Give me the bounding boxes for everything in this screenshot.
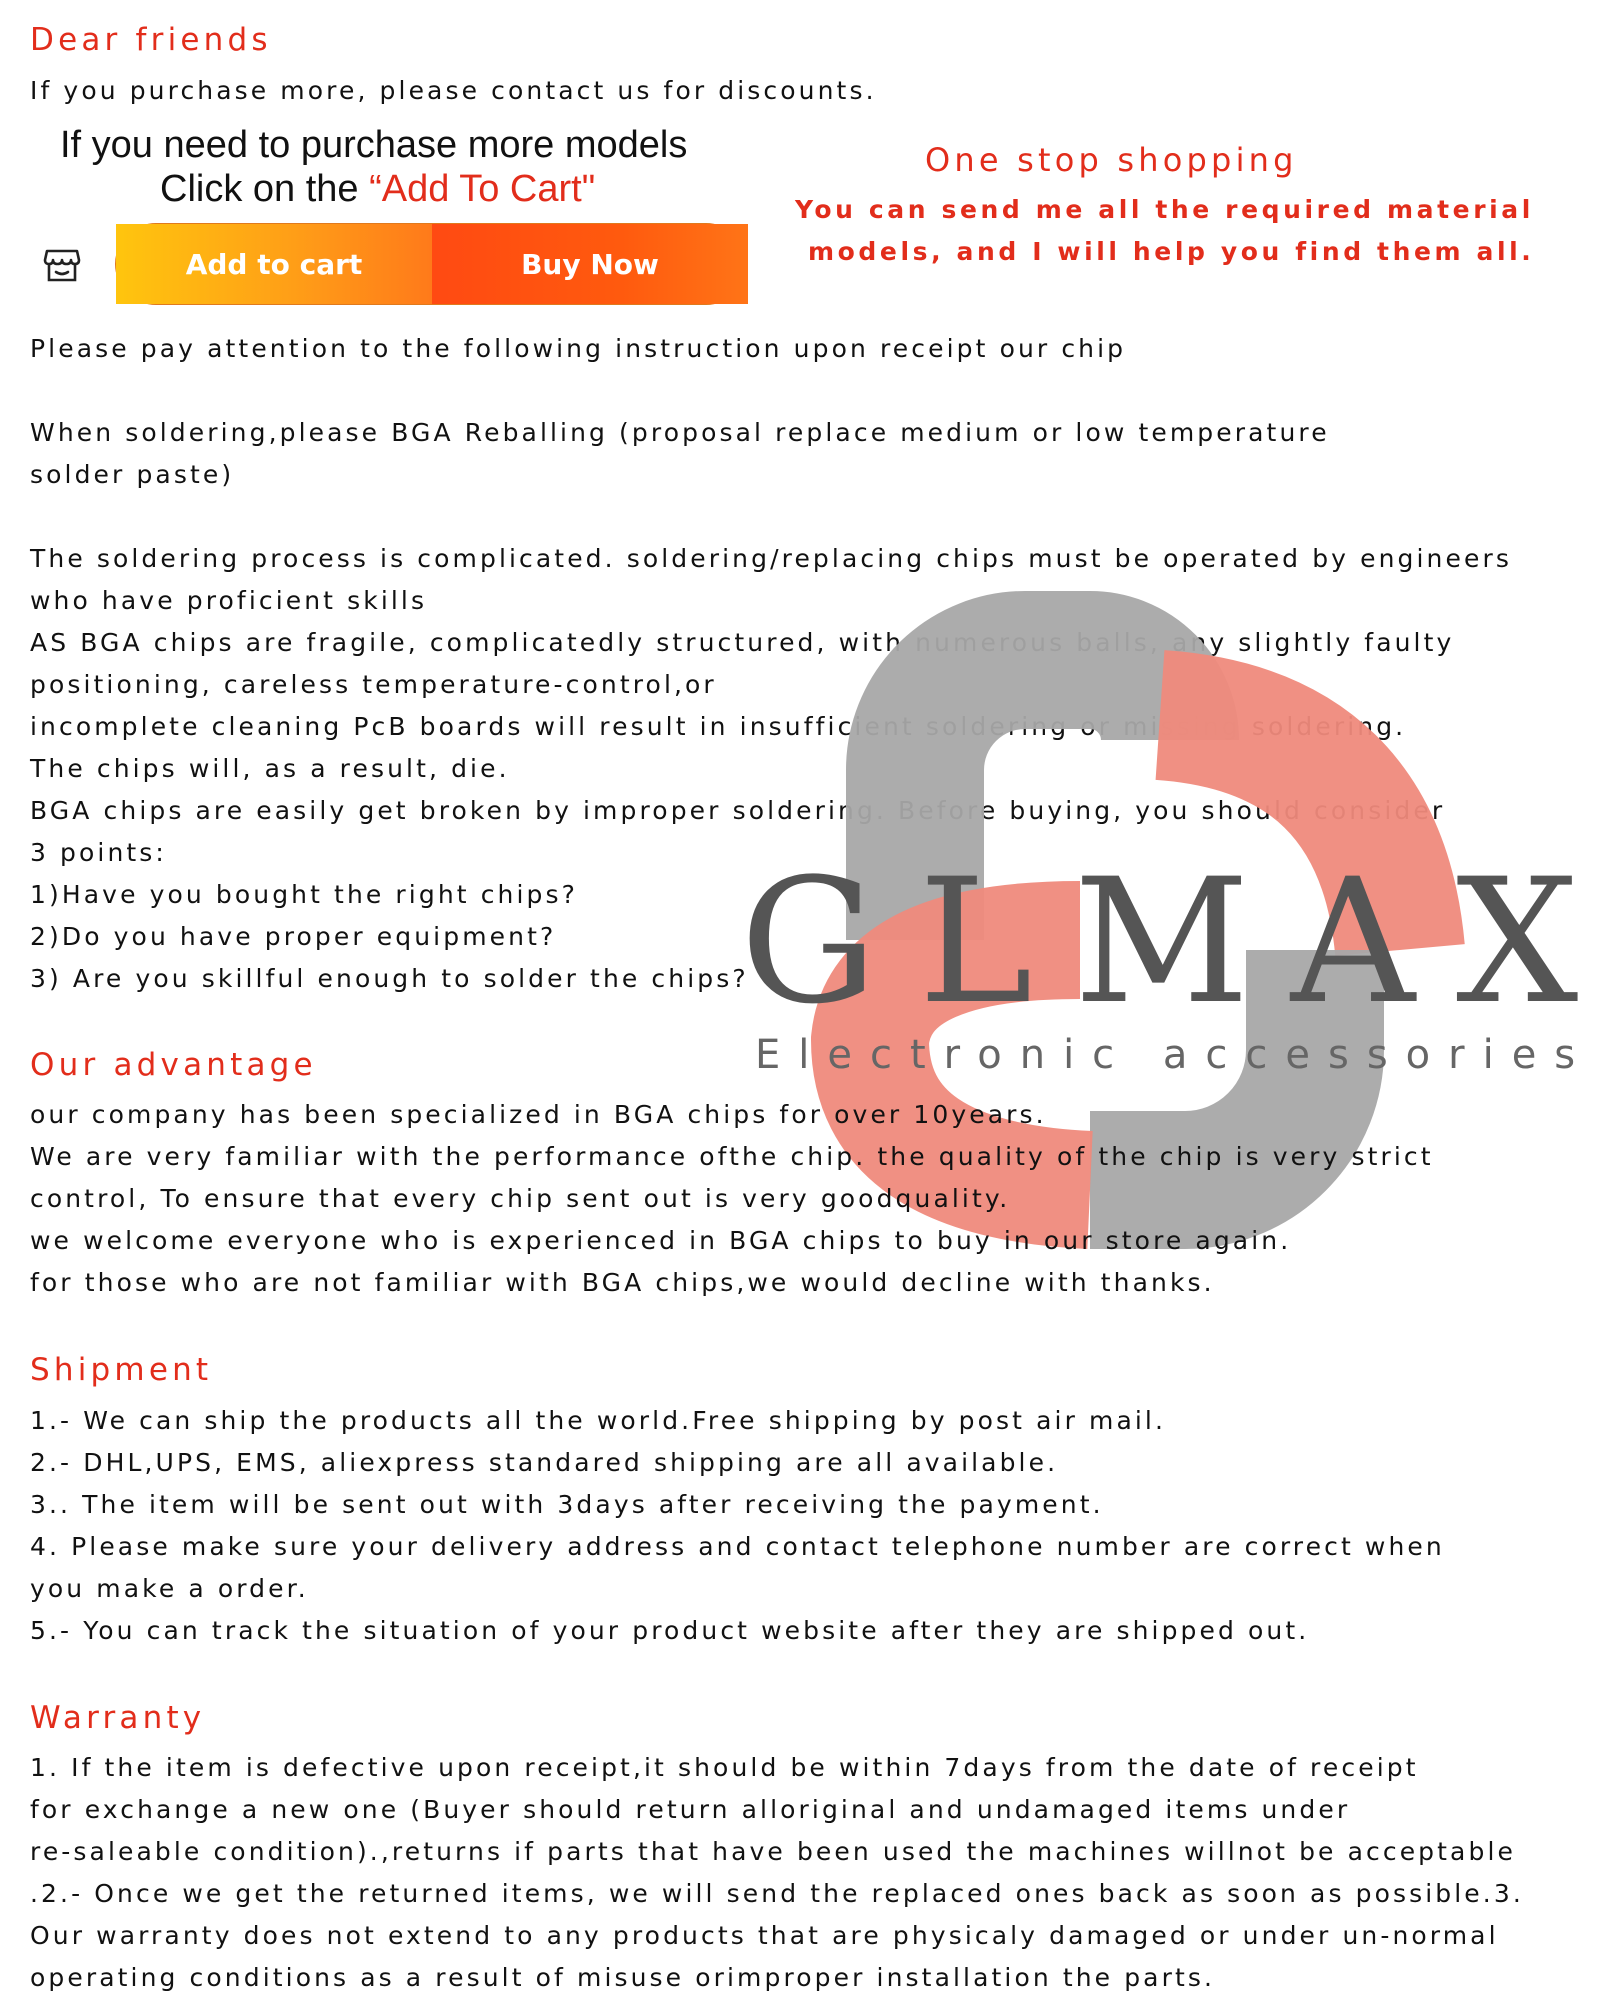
promo-line-1: If you need to purchase more models [60,124,688,166]
add-to-cart-highlight: “Add To Cart" [369,168,596,210]
advantage-title: Our advantage [30,1047,317,1083]
warranty-line: for exchange a new one (Buyer should return alloriginal and undamaged items under [30,1795,1351,1824]
warranty-line: 1. If the item is defective upon receipt,it should be within 7days from the date of receipt [30,1753,1419,1782]
one-stop-line-1: You can send me all the required material [795,195,1534,224]
shipment-line: 3.. The item will be sent out with 3days after receiving the payment. [30,1490,1104,1519]
advantage-line: our company has been specialized in BGA chips for over 10years. [30,1100,1047,1129]
instruction-line: positioning, careless temperature-control,or [30,670,717,699]
instruction-line: 3) Are you skillful enough to solder the chips? [30,964,749,993]
add-to-cart-button[interactable]: Add to cart [116,224,432,304]
shipment-line: 1.- We can ship the products all the world.Free shipping by post air mail. [30,1406,1167,1435]
instruction-line: who have proficient skills [30,586,428,615]
advantage-line: for those who are not familiar with BGA chips,we would decline with thanks. [30,1268,1215,1297]
warranty-line: .2.- Once we get the returned items, we will send the replaced ones back as soon as possible.3. [30,1879,1524,1908]
warranty-title: Warranty [30,1700,206,1736]
warranty-line: Our warranty does not extend to any products that are physicaly damaged or under un-normal [30,1921,1499,1950]
promo-line-2 [160,168,595,211]
instruction-line: solder paste) [30,460,235,489]
advantage-line: control, To ensure that every chip sent out is very goodquality. [30,1184,1011,1213]
instruction-line: BGA chips are easily get broken by improper soldering. Before buying, you should consider [30,796,1446,825]
discount-note: If you purchase more, please contact us for discounts. [30,76,877,105]
buy-now-button[interactable]: Buy Now [432,224,748,304]
shipment-line: 4. Please make sure your delivery address and contact telephone number are correct when [30,1532,1445,1561]
instruction-line: incomplete cleaning PcB boards will result in insufficient soldering or missing soldering. [30,712,1407,741]
logo-subtitle: Electronic accessories [755,1032,1594,1078]
instructions-intro: Please pay attention to the following instruction upon receipt our chip [30,334,1127,363]
instruction-line: AS BGA chips are fragile, complicatedly structured, with numerous balls, any slightly faulty [30,628,1455,657]
promo-line-2-prefix: Click on the [160,168,370,210]
instruction-line: 1)Have you bought the right chips? [30,880,579,909]
warranty-line: operating conditions as a result of misuse orimproper installation the parts. [30,1963,1216,1992]
shipment-title: Shipment [30,1352,213,1388]
shipment-line: 2.- DHL,UPS, EMS, aliexpress standared shipping are all available. [30,1448,1059,1477]
logo-wordmark: GLMAX [740,841,1619,1042]
instruction-line: The soldering process is complicated. soldering/replacing chips must be operated by engineers [30,544,1512,573]
instruction-line: 2)Do you have proper equipment? [30,922,557,951]
shipment-line: you make a order. [30,1574,309,1603]
instruction-line: When soldering,please BGA Reballing (proposal replace medium or low temperature [30,418,1330,447]
instruction-line: 3 points: [30,838,167,867]
warranty-line: re-saleable condition).,returns if parts that have been used the machines willnot be acceptable [30,1837,1516,1866]
page-title: Dear friends [30,22,272,58]
store-icon[interactable] [44,248,80,282]
one-stop-line-2: models, and I will help you find them all. [808,237,1535,266]
shipment-line: 5.- You can track the situation of your product website after they are shipped out. [30,1616,1310,1645]
advantage-line: We are very familiar with the performance ofthe chip. the quality of the chip is very strict [30,1142,1434,1171]
advantage-line: we welcome everyone who is experienced in BGA chips to buy in our store again. [30,1226,1292,1255]
purchase-button-group [115,223,747,305]
instruction-line: The chips will, as a result, die. [30,754,510,783]
one-stop-title: One stop shopping [925,141,1298,179]
